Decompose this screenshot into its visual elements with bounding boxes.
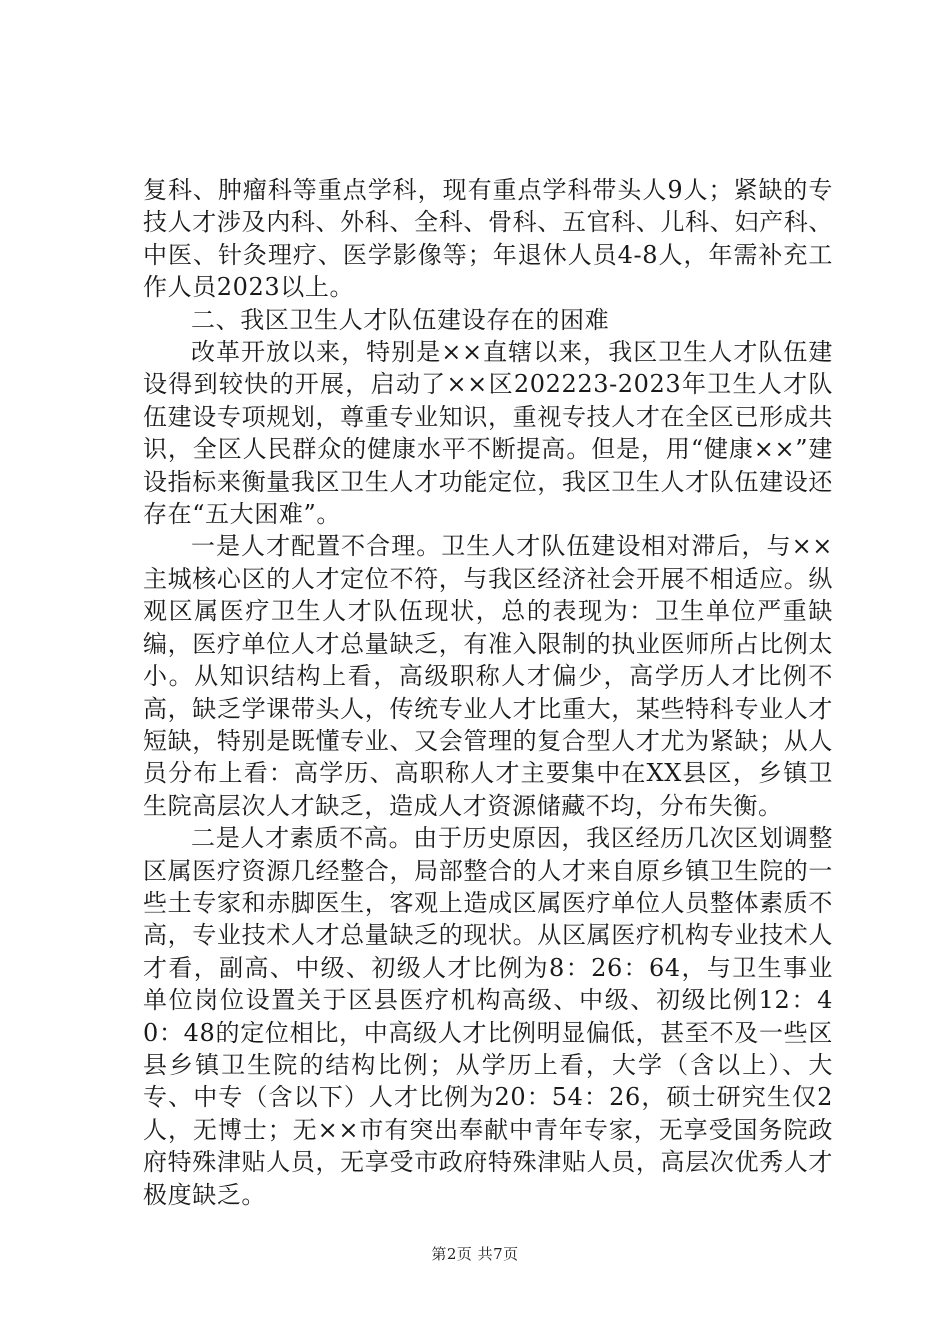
page-number-footer: 第2页 共7页 [431,1245,519,1263]
paragraph-allocation: 一是人才配置不合理。卫生人才队伍建设相对滞后，与××主城核心区的人才定位不符，与我区经济社会开展不相适应。纵观区属医疗卫生人才队伍现状，总的表现为：卫生单位严重缺编，医疗单位人才总量缺乏，有准入限制的执业医师所占比例太小。从知识结构上看，高级职称人才偏少，高学历人才比例不高，缺乏学课带头人，传统专业人才比重大，某些特科专业人才短缺，特别是既懂专业、又会管理的复合型人才尤为紧缺；从人员分布上看：高学历、高职称人才主要集中在XX县区，乡镇卫生院高层次人才缺乏，造成人才资源储藏不均，分布失衡。 [143,532,833,820]
paragraph-quality: 二是人才素质不高。由于历史原因，我区经历几次区划调整区属医疗资源几经整合，局部整合的人才来自原乡镇卫生院的一些土专家和赤脚医生，客观上造成区属医疗单位人员整体素质不高，专业技术人才总量缺乏的现状。从区属医疗机构专业技术人才看，副高、中级、初级人才比例为8：26：64，与卫生事业单位岗位设置关于区县医疗机构高级、中级、初级比例12：40：48的定位相比，中高级人才比例明显偏低，甚至不及一些区县乡镇卫生院的结构比例；从学历上看，大学（含以上）、大专、中专（含以下）人才比例为20：54：26，硕士研究生仅2人，无博士；无××市有突出奉献中青年专家，无享受国务院政府特殊津贴人员，无享受市政府特殊津贴人员，高层次优秀人才极度缺乏。 [143,824,833,1209]
document-body [143,174,833,1211]
section-heading: 二、我区卫生人才队伍建设存在的困难 [191,305,610,334]
paragraph-overview: 改革开放以来，特别是××直辖以来，我区卫生人才队伍建设得到较快的开展，启动了××区202223-2023年卫生人才队伍建设专项规划，尊重专业知识，重视专技人才在全区已形成共识，全区人民群众的健康水平不断提高。但是，用“健康××”建设指标来衡量我区卫生人才功能定位，我区卫生人才队伍建设还存在“五大困难”。 [143,338,833,529]
paragraph-continuation: 复科、肿瘤科等重点学科，现有重点学科带头人9人；紧缺的专技人才涉及内科、外科、全科、骨科、五官科、儿科、妇产科、中医、针灸理疗、医学影像等；年退休人员4-8人，年需补充工作人员2023以上。 [143,176,833,302]
